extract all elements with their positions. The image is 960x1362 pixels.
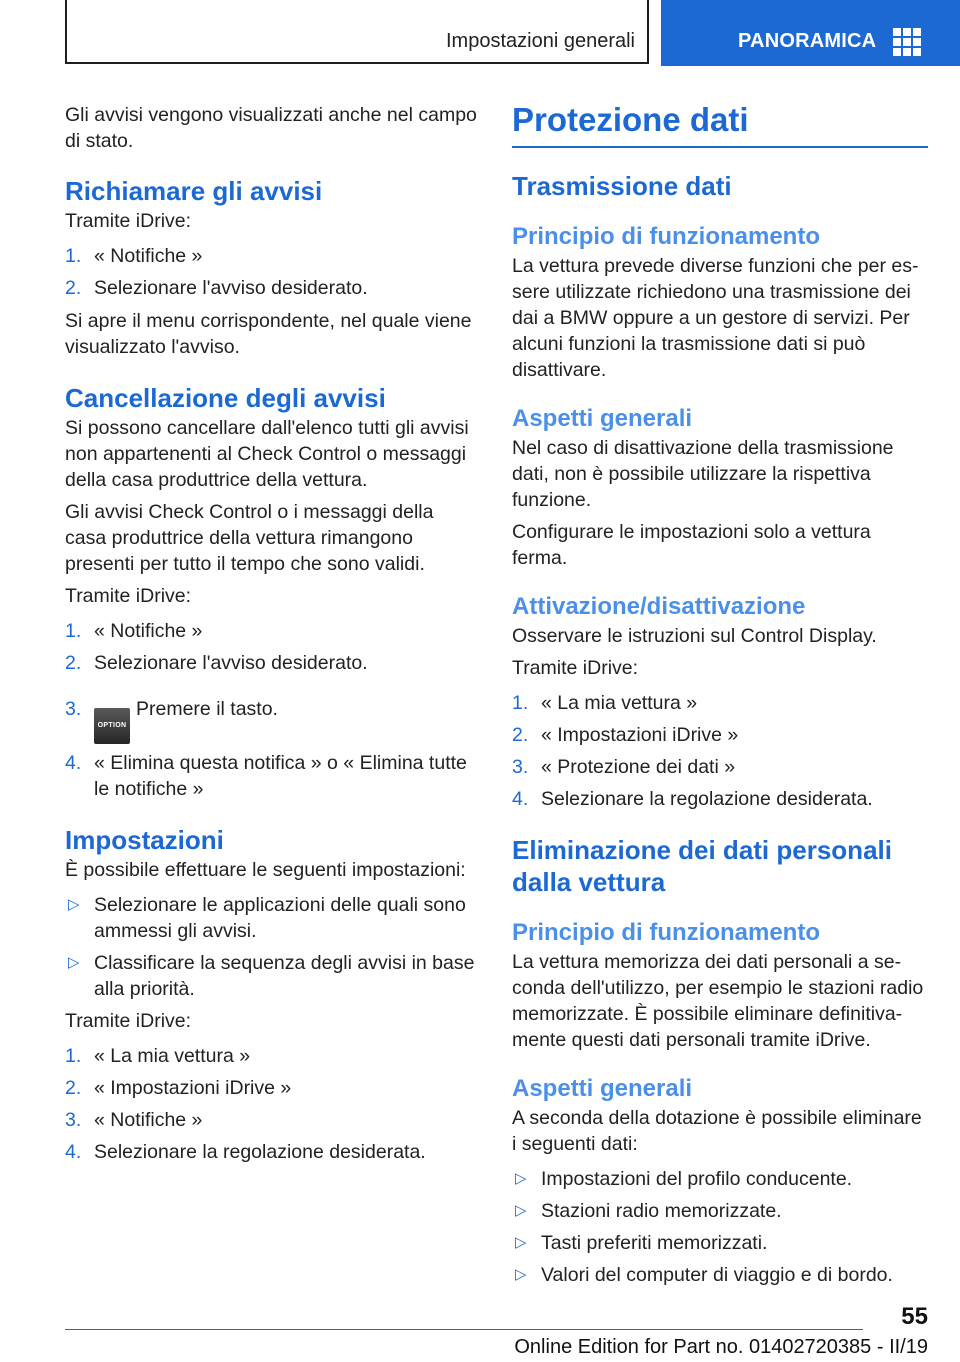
list-item: 1. « La mia vettura » xyxy=(512,692,698,714)
heading-settings: Impostazioni xyxy=(65,825,224,855)
delete-desc-1: Si possono cancellare dall'elenco tutti gli avvisi non appartenenti al Check Control o messaggi della casa produttrice della vettura. xyxy=(65,417,469,491)
general-text-1: Nel caso di disattivazione della trasmissione dati, non è possibile utilizzare la rispettiva funzione. xyxy=(512,437,894,511)
list-item: 1. « La mia vettura » xyxy=(65,1045,251,1067)
settings-bullets xyxy=(65,892,480,1002)
list-item: 1. « Notifiche » xyxy=(65,245,203,267)
overview-nav-label: PANORAMICA xyxy=(738,30,877,52)
list-item: 4. Selezionare la regolazione desiderata. xyxy=(512,788,873,810)
right-column xyxy=(512,98,928,1288)
list-item: 1. « Notifiche » xyxy=(65,620,203,642)
heading-activation: Attivazione/disattivazione xyxy=(512,593,806,620)
list-item: 3. « Protezione dei dati » xyxy=(512,756,736,778)
list-item: 4. « Elimina questa notifica » o « Elimina tutte le notifiche » xyxy=(65,752,467,800)
list-item: 2. « Impostazioni iDrive » xyxy=(65,1077,292,1099)
list-item: 2. Selezionare l'avviso desiderato. xyxy=(65,277,368,299)
heading-operating-principle: Principio di funzionamento xyxy=(512,223,820,250)
list-item: ▷ Tasti preferiti memorizzati. xyxy=(515,1232,768,1254)
list-item: 4. Selezionare la regolazione desiderata. xyxy=(65,1141,426,1163)
header-section-box xyxy=(65,0,649,64)
steps-settings xyxy=(65,1043,480,1165)
list-item: ▷ Classificare la sequenza degli avvisi in base alla priorità. xyxy=(68,952,475,1000)
triangle-bullet-icon: ▷ xyxy=(515,1170,527,1187)
heading-delete-personal-data: Eliminazione dei dati personali dalla vettura xyxy=(512,835,892,897)
triangle-bullet-icon: ▷ xyxy=(68,954,80,971)
heading-recall-notices: Richiamare gli avvisi xyxy=(65,176,323,206)
lead-idrive: Tramite iDrive: xyxy=(65,210,192,232)
heading-data-protection: Protezione dati xyxy=(512,98,928,148)
lead-idrive: Tramite iDrive: xyxy=(65,1010,192,1032)
heading-general-aspects-2: Aspetti generali xyxy=(512,1075,693,1102)
triangle-bullet-icon: ▷ xyxy=(68,896,80,913)
edition-text: Online Edition for Part no. 01402720385 - II/19 xyxy=(514,1336,928,1358)
after-text: Si apre il menu corrispondente, nel quale viene visualizzato l'avviso. xyxy=(65,310,472,358)
settings-desc: È possibile effettuare le seguenti impostazioni: xyxy=(65,859,466,881)
option-button-icon: OPTION xyxy=(94,708,130,744)
list-item: ▷ Impostazioni del profilo conducente. xyxy=(515,1168,853,1190)
list-item: 3. OPTIONPremere il tasto. xyxy=(65,686,480,744)
heading-data-transmission: Trasmissione dati xyxy=(512,171,732,201)
steps-activation xyxy=(512,690,928,812)
heading-delete-notices: Cancellazione degli avvisi xyxy=(65,383,386,413)
page-number: 55 xyxy=(901,1303,928,1330)
deletable-data-bullets xyxy=(512,1166,928,1288)
list-item: 2. Selezionare l'avviso desiderato. xyxy=(65,652,368,674)
activation-text: Osservare le istruzioni sul Control Display. xyxy=(512,625,877,647)
grid-icon[interactable] xyxy=(893,28,921,56)
delete-desc-2: Gli avvisi Check Control o i messaggi della casa produttrice della vettura rimangono presenti per tutto il tempo che sono validi. xyxy=(65,501,434,575)
list-item: 3. « Notifiche » xyxy=(65,1109,203,1131)
heading-operating-principle-2: Principio di funzionamento xyxy=(512,919,820,946)
steps-delete xyxy=(65,618,480,802)
triangle-bullet-icon: ▷ xyxy=(515,1202,527,1219)
triangle-bullet-icon: ▷ xyxy=(515,1234,527,1251)
section-title: Impostazioni generali xyxy=(446,30,635,52)
list-item: ▷ Stazioni radio memorizzate. xyxy=(515,1200,782,1222)
principle-text: La vettura prevede diverse funzioni che per essere utilizzate richiedono una trasmissione dei dai a BMW oppure a un gestore di servizi. Per alcuni funzioni la trasmissione dati si può disattivare. xyxy=(512,255,919,381)
heading-general-aspects: Aspetti generali xyxy=(512,405,693,432)
general-text-2: Configurare le impostazioni solo a vettura ferma. xyxy=(512,521,871,569)
general-text-3: A seconda della dotazione è possibile eliminare i seguenti dati: xyxy=(512,1107,922,1155)
intro-text: Gli avvisi vengono visualizzati anche nel campo di stato. xyxy=(65,104,477,152)
lead-idrive: Tramite iDrive: xyxy=(65,585,192,607)
lead-idrive: Tramite iDrive: xyxy=(512,657,639,679)
list-item: ▷ Selezionare le applicazioni delle quali sono ammessi gli avvisi. xyxy=(68,894,466,942)
triangle-bullet-icon: ▷ xyxy=(515,1266,527,1283)
list-item: 2. « Impostazioni iDrive » xyxy=(512,724,739,746)
principle-text-2: La vettura memorizza dei dati personali a seconda dell'utilizzo, per esempio le stazioni radio memorizzate. È possibile eliminare definitivamente questi dati personali tramite iDrive. xyxy=(512,951,924,1051)
steps-recall xyxy=(65,243,480,301)
list-item: ▷ Valori del computer di viaggio e di bordo. xyxy=(515,1264,893,1286)
left-column xyxy=(65,98,480,1165)
footer-divider xyxy=(65,1329,863,1330)
